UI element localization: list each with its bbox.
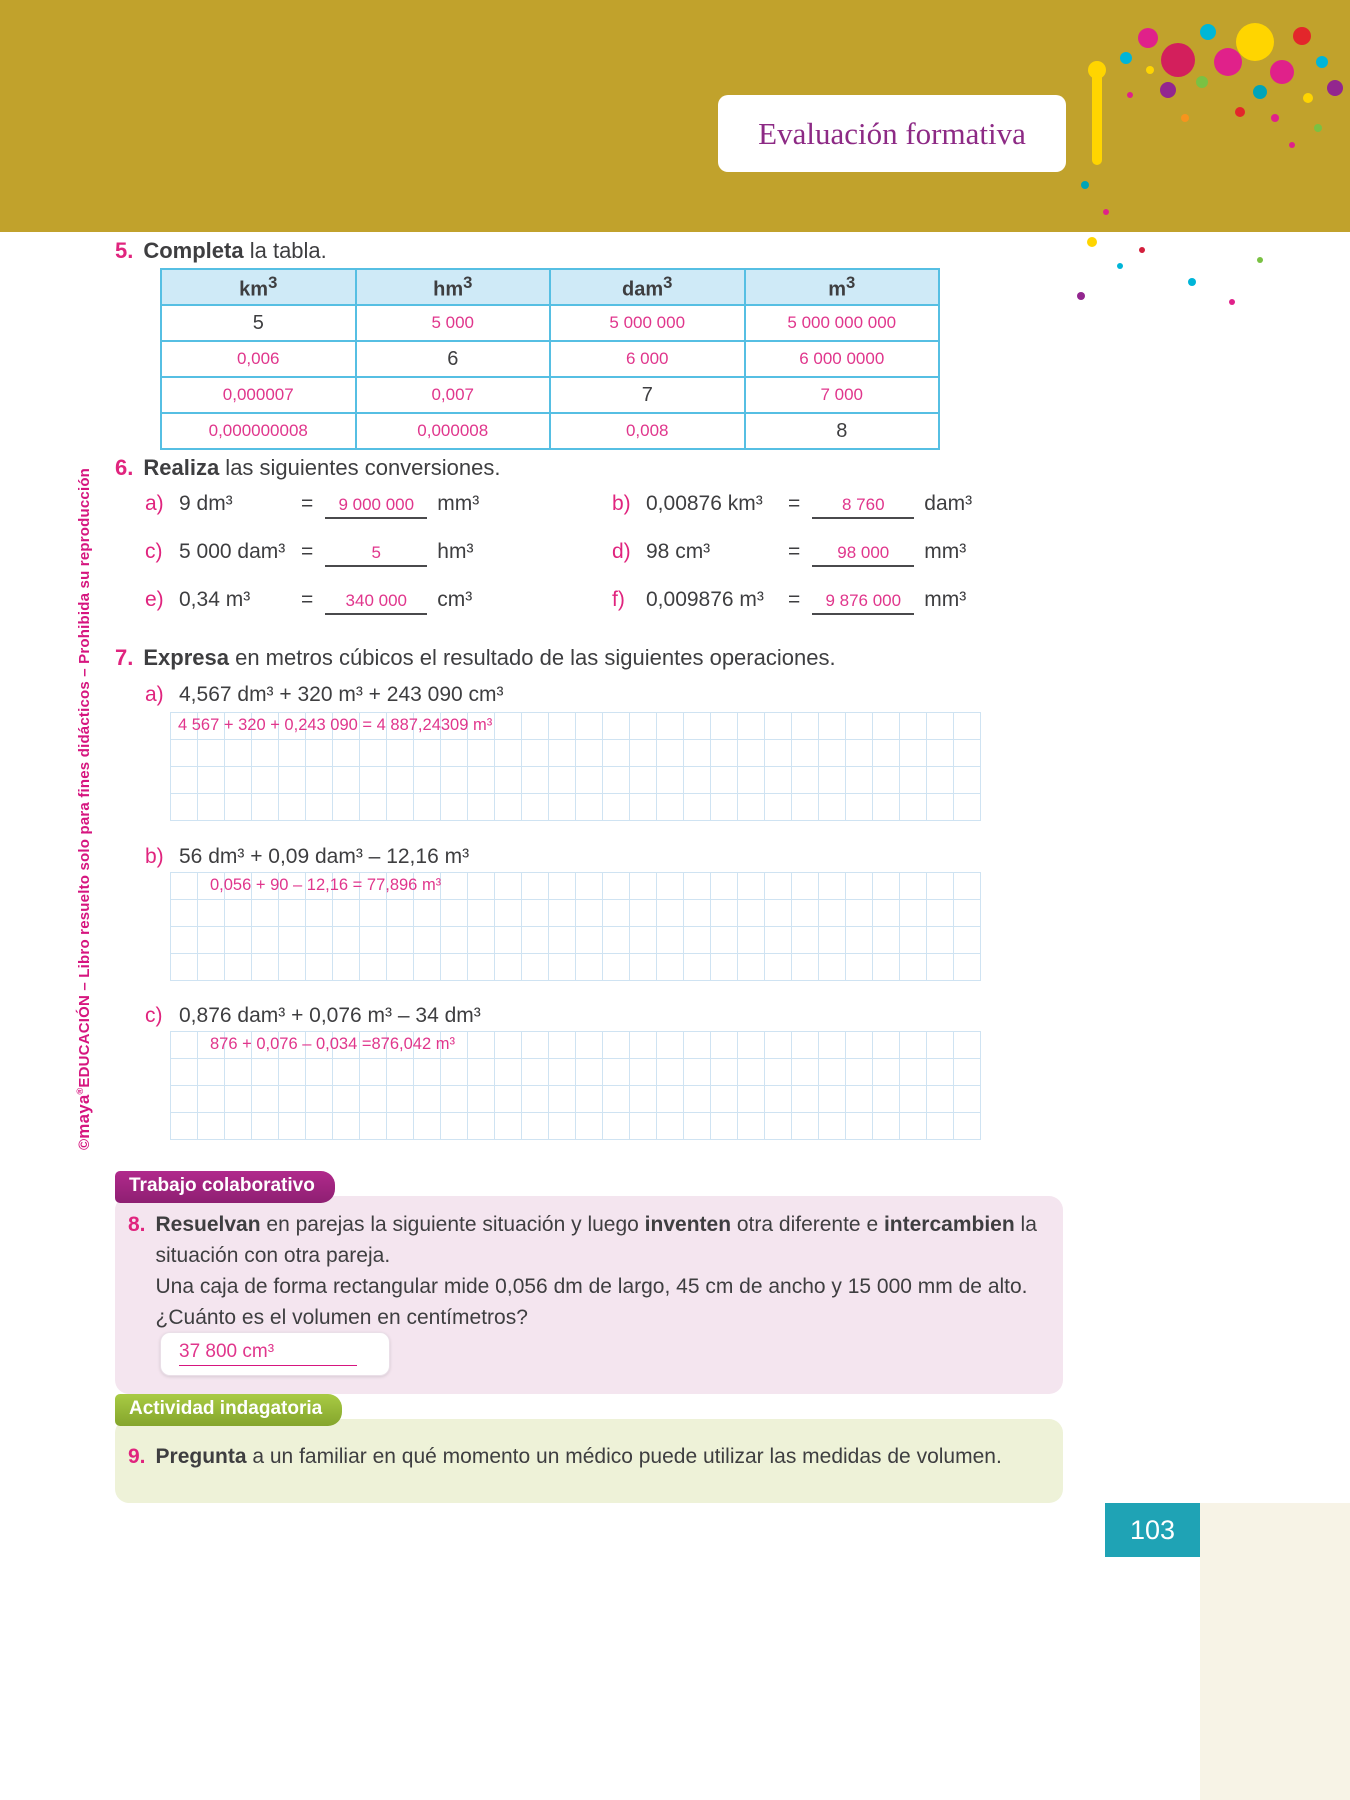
publisher-name: EDUCACIÓN — [76, 994, 93, 1088]
handwritten-answer: 0,056 + 90 – 12,16 = 77,896 m³ — [210, 876, 442, 894]
column-header-km3: $km^3$ — [161, 269, 356, 305]
column-header-m3: $m^3$ — [745, 269, 940, 305]
part-expression: 56 dm³ + 0,09 dam³ – 12,16 m³ — [179, 845, 470, 868]
table-row — [161, 377, 939, 413]
question-8-number: 8. — [128, 1213, 146, 1236]
question-6-text: Realiza las siguientes conversiones. — [143, 455, 501, 480]
table-cell: 5 000 — [356, 305, 551, 341]
equals-sign: = — [301, 588, 314, 611]
item-expression: 0,34 m³ — [179, 588, 251, 611]
equals-sign: = — [301, 540, 314, 563]
question-9-text: Pregunta a un familiar en qué momento un médico puede utilizar las medidas de volumen. — [155, 1445, 1002, 1468]
part-b-label — [145, 845, 469, 869]
table-row — [161, 305, 939, 341]
item-letter: c) — [145, 540, 163, 563]
item-expression: 98 cm³ — [646, 540, 711, 563]
table-row — [161, 341, 939, 377]
question-7-number: 7. — [115, 645, 134, 670]
item-answer: 9 000 000 — [325, 495, 427, 519]
copyright-symbol: © — [76, 1138, 93, 1150]
item-expression: 0,00876 km³ — [646, 492, 763, 515]
part-letter: b) — [145, 845, 164, 868]
question-5-header — [115, 238, 327, 264]
item-letter: f) — [612, 588, 625, 611]
table-cell: 5 — [161, 305, 356, 341]
publisher-logo: maya — [74, 1094, 93, 1139]
item-expression: 5 000 dam³ — [179, 540, 286, 563]
answer-box — [160, 1332, 390, 1376]
item-letter: b) — [612, 492, 631, 515]
conversion-item-c — [145, 540, 612, 567]
work-grid-b — [170, 872, 981, 981]
table-cell: 0,000008 — [356, 413, 551, 449]
part-letter: c) — [145, 1004, 163, 1027]
table-cell: 7 000 — [745, 377, 940, 413]
equals-sign: = — [301, 492, 314, 515]
item-unit: dam³ — [924, 492, 973, 515]
item-answer: 8 760 — [812, 495, 914, 519]
registered-mark: ® — [75, 1087, 85, 1095]
table-cell: 8 — [745, 413, 940, 449]
question-5-text: Completa la tabla. — [143, 238, 327, 263]
item-unit: mm³ — [437, 492, 480, 515]
answer-value: 37 800 cm³ — [179, 1341, 357, 1366]
table-cell: 6 000 — [550, 341, 745, 377]
item-letter: a) — [145, 492, 164, 515]
part-c-label — [145, 1004, 481, 1028]
question-7-text: Expresa en metros cúbicos el resultado de las siguientes operaciones. — [143, 645, 836, 670]
equals-sign: = — [788, 540, 801, 563]
handwritten-answer: 4 567 + 320 + 0,243 090 = 4 887,24309 m³ — [178, 716, 493, 734]
item-expression: 0,009876 m³ — [646, 588, 764, 611]
conversion-item-b — [612, 492, 972, 519]
table-cell: 0,006 — [161, 341, 356, 377]
question-8-paragraph: Resuelvan en parejas la siguiente situación y luego inventen otra diferente e intercambien la situación con otra pareja. — [155, 1213, 1037, 1267]
handwritten-answer: 876 + 0,076 – 0,034 =876,042 m³ — [210, 1035, 455, 1053]
item-unit: cm³ — [437, 588, 473, 611]
collaborative-work-badge: Trabajo colaborativo — [115, 1171, 335, 1203]
item-answer: 9 876 000 — [812, 591, 914, 615]
page-edge-decoration — [1200, 1503, 1350, 1800]
page-number-tab: 103 — [1105, 1503, 1200, 1557]
page-title-box — [718, 95, 1066, 172]
question-8 — [128, 1209, 1053, 1333]
table-cell: 0,000000008 — [161, 413, 356, 449]
item-unit: mm³ — [924, 588, 967, 611]
table-row — [161, 413, 939, 449]
work-grid-c — [170, 1031, 981, 1140]
question-9 — [128, 1442, 1058, 1472]
conversions-list — [145, 492, 972, 615]
part-expression: 4,567 dm³ + 320 m³ + 243 090 cm³ — [179, 683, 504, 706]
item-unit: hm³ — [437, 540, 474, 563]
table-cell: 5 000 000 000 — [745, 305, 940, 341]
question-6-number: 6. — [115, 455, 134, 480]
question-6-header — [115, 455, 500, 481]
conversion-item-e — [145, 588, 612, 615]
column-header-dam3: dam$^3$ — [550, 269, 745, 305]
item-answer: 98 000 — [812, 543, 914, 567]
table-cell: 0,007 — [356, 377, 551, 413]
question-8-problem: Una caja de forma rectangular mide 0,056 dm de largo, 45 cm de ancho y 15 000 mm de alto. — [155, 1275, 1028, 1298]
table-cell: 0,000007 — [161, 377, 356, 413]
item-letter: e) — [145, 588, 164, 611]
copyright-notice: – Libro resuelto solo para fines didácticos – Prohibida su reproducción — [76, 467, 93, 995]
item-answer: 340 000 — [325, 591, 427, 615]
table-cell: 6 000 0000 — [745, 341, 940, 377]
table-header-row — [161, 269, 939, 305]
question-7-header — [115, 645, 836, 671]
part-letter: a) — [145, 683, 164, 706]
copyright-sidebar — [74, 468, 94, 1150]
table-cell: 7 — [550, 377, 745, 413]
equals-sign: = — [788, 492, 801, 515]
table-cell: 6 — [356, 341, 551, 377]
question-5-number: 5. — [115, 238, 134, 263]
unit-conversion-table — [160, 268, 940, 450]
inquiry-activity-badge: Actividad indagatoria — [115, 1394, 342, 1426]
table-cell: 0,008 — [550, 413, 745, 449]
part-a-label — [145, 683, 504, 707]
question-9-number: 9. — [128, 1445, 146, 1468]
conversion-item-d — [612, 540, 972, 567]
table-cell: 5 000 000 — [550, 305, 745, 341]
item-letter: d) — [612, 540, 631, 563]
item-expression: 9 dm³ — [179, 492, 233, 515]
conversion-item-f — [612, 588, 972, 615]
equals-sign: = — [788, 588, 801, 611]
work-grid-a — [170, 712, 981, 821]
item-answer: 5 — [325, 543, 427, 567]
column-header-hm3: $hm^3$ — [356, 269, 551, 305]
part-expression: 0,876 dam³ + 0,076 m³ – 34 dm³ — [179, 1004, 481, 1027]
conversion-item-a — [145, 492, 612, 519]
question-8-question: ¿Cuánto es el volumen en centímetros? — [155, 1306, 528, 1329]
item-unit: mm³ — [924, 540, 967, 563]
page-title: Evaluación formativa — [758, 115, 1026, 151]
question-8-text — [156, 1209, 1046, 1333]
